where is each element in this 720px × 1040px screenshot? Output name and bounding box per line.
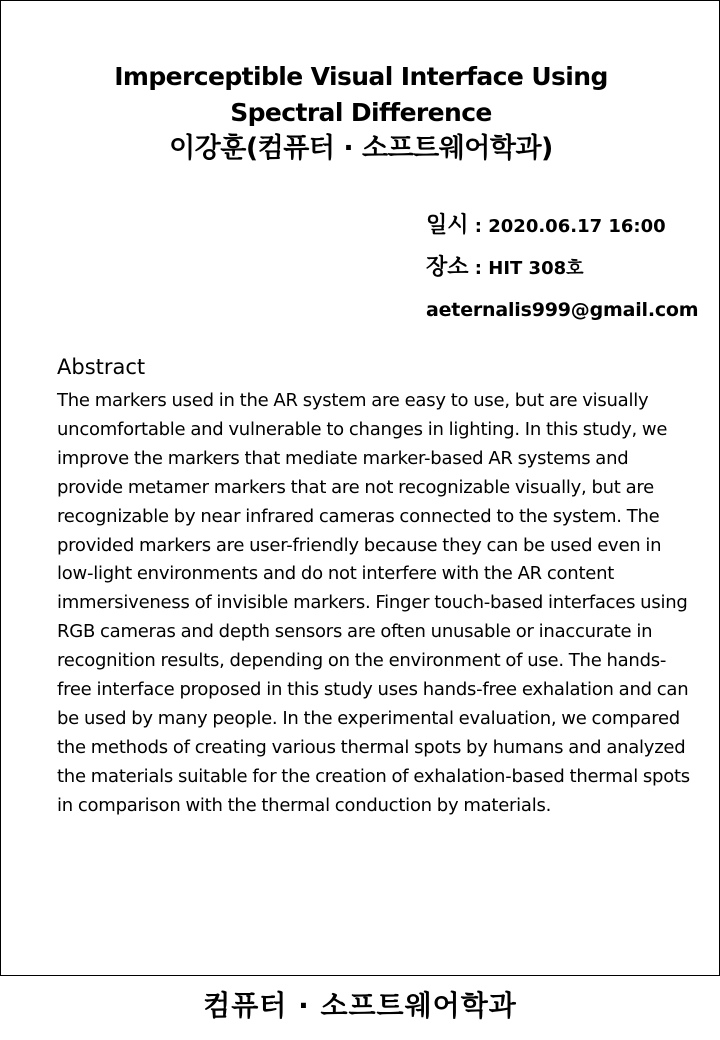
contact-email: aeternalis999@gmail.com [426, 299, 699, 321]
date-row [426, 211, 716, 253]
event-info [426, 211, 716, 337]
abstract-heading: Abstract [57, 355, 146, 379]
place-label: 장소 [426, 255, 469, 280]
date-separator: : [468, 216, 489, 237]
poster-title-line-2: Spectral Difference [230, 98, 492, 127]
place-separator: : [468, 258, 489, 279]
poster-title-line-1: Imperceptible Visual Interface Using [114, 62, 608, 91]
department-footer: 컴퓨터 · 소프트웨어학과 [203, 989, 517, 1022]
title-block [1, 59, 720, 167]
presenter-name: 이강훈(컴퓨터 · 소프트웨어학과) [169, 133, 553, 164]
abstract-body: The markers used in the AR system are easy to use, but are visually uncomfortable and vulnerable to changes in lighting. In this study, we improve the markers that mediate marker-based AR systems and provide metamer markers that are not recognizable visually, but are recognizable by near infrared cameras connected to the system. The provided markers are user-friendly because they can be used even in low-light environments and do not interfere with the AR content immersiveness of invisible markers. Finger touch-based interfaces using RGB cameras and depth sensors are often unusable or inaccurate in recognition results, depending on the environment of use. The hands-free interface proposed in this study uses hands-free exhalation and can be used by many people. In the experimental evaluation, we compared the methods of creating various thermal spots by humans and analyzed the materials suitable for the creation of exhalation-based thermal spots in comparison with the thermal conduction by materials. [57, 390, 690, 816]
date-value: 2020.06.17 16:00 [488, 216, 666, 237]
place-value: HIT 308호 [488, 258, 584, 279]
date-label: 일시 [426, 213, 469, 238]
place-row [426, 253, 716, 295]
email-row [426, 295, 716, 337]
